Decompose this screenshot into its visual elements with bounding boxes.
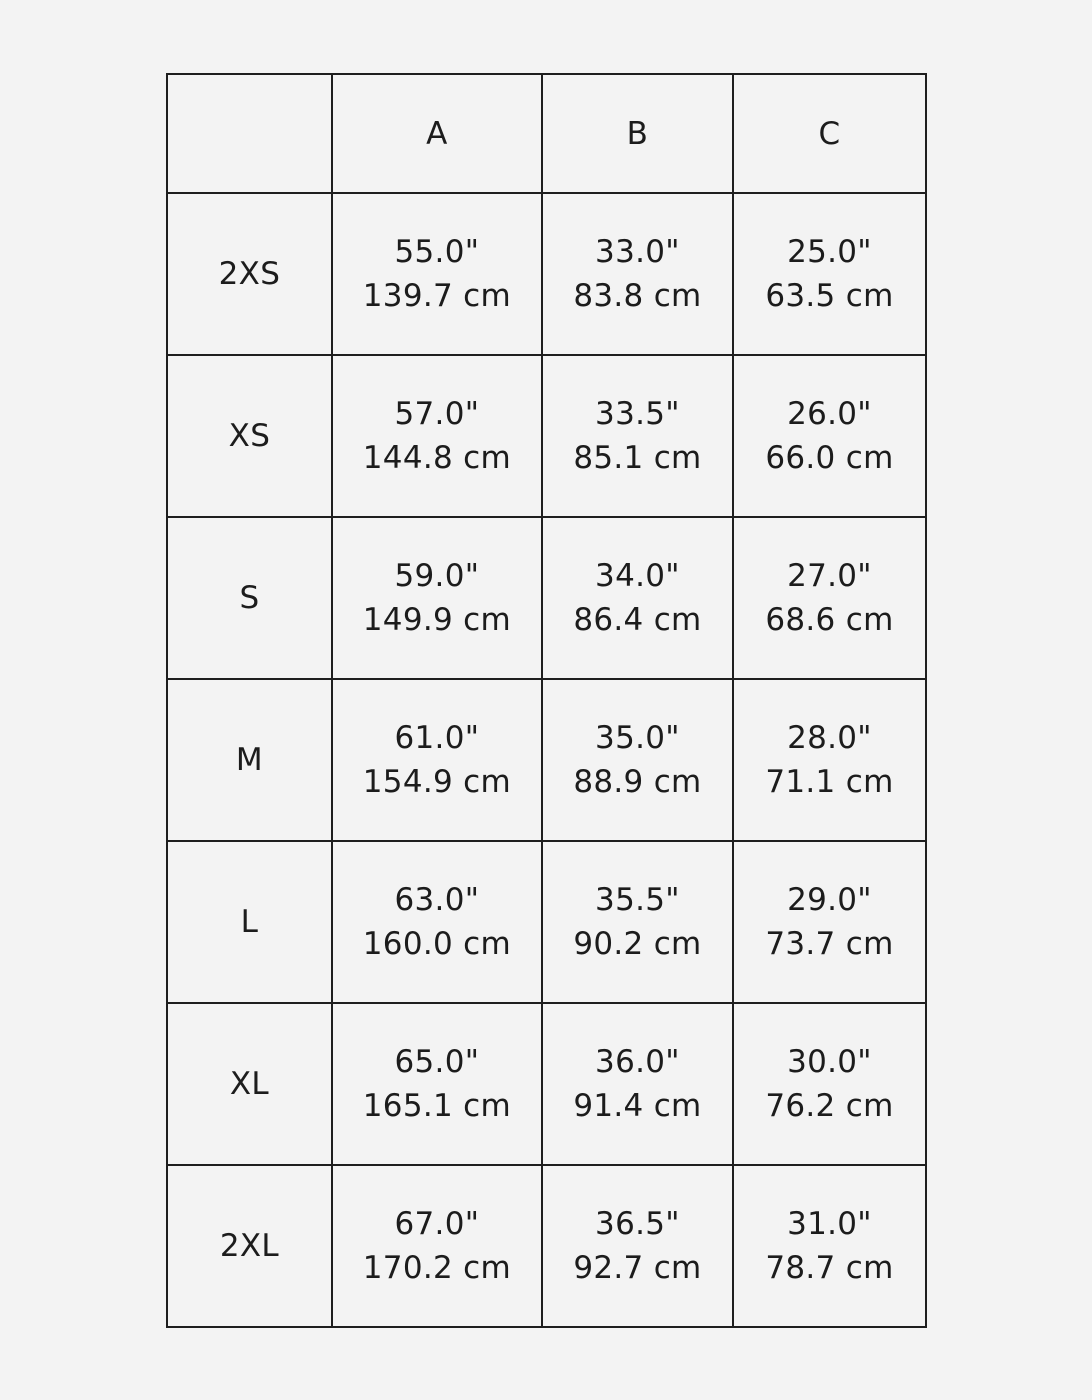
cm-value: 144.8 cm bbox=[362, 440, 512, 476]
cm-value: 85.1 cm bbox=[573, 440, 702, 476]
cm-value: 78.7 cm bbox=[765, 1250, 894, 1286]
cm-value: 73.7 cm bbox=[765, 926, 894, 962]
inch-value: 31.0" bbox=[787, 1206, 872, 1242]
cm-value: 76.2 cm bbox=[765, 1088, 894, 1124]
size-label: 2XS bbox=[167, 193, 332, 355]
inch-value: 57.0" bbox=[394, 396, 480, 432]
inch-value: 63.0" bbox=[394, 882, 480, 918]
size-label: S bbox=[167, 517, 332, 679]
cm-value: 86.4 cm bbox=[573, 602, 702, 638]
size-label: M bbox=[167, 679, 332, 841]
inch-value: 35.0" bbox=[595, 720, 680, 756]
cm-value: 149.9 cm bbox=[362, 602, 512, 638]
cm-value: 63.5 cm bbox=[765, 278, 894, 314]
measurement-cell bbox=[332, 355, 542, 517]
measurement-cell bbox=[733, 355, 926, 517]
measurement-cell bbox=[332, 1003, 542, 1165]
measurement-cell bbox=[542, 355, 733, 517]
measurement-cell bbox=[542, 1003, 733, 1165]
size-label: 2XL bbox=[167, 1165, 332, 1327]
measurement-cell bbox=[542, 1165, 733, 1327]
cm-value: 66.0 cm bbox=[765, 440, 894, 476]
table-row bbox=[167, 1003, 926, 1165]
column-header-b: B bbox=[542, 74, 733, 193]
inch-value: 28.0" bbox=[787, 720, 872, 756]
inch-value: 67.0" bbox=[394, 1206, 480, 1242]
inch-value: 61.0" bbox=[394, 720, 480, 756]
inch-value: 36.0" bbox=[595, 1044, 680, 1080]
inch-value: 34.0" bbox=[595, 558, 680, 594]
measurement-cell bbox=[542, 193, 733, 355]
inch-value: 59.0" bbox=[394, 558, 480, 594]
cm-value: 160.0 cm bbox=[362, 926, 512, 962]
measurement-cell bbox=[733, 1165, 926, 1327]
inch-value: 36.5" bbox=[595, 1206, 680, 1242]
inch-value: 65.0" bbox=[394, 1044, 480, 1080]
measurement-cell bbox=[332, 1165, 542, 1327]
inch-value: 29.0" bbox=[787, 882, 872, 918]
inch-value: 55.0" bbox=[394, 234, 480, 270]
inch-value: 25.0" bbox=[787, 234, 872, 270]
inch-value: 26.0" bbox=[787, 396, 872, 432]
measurement-cell bbox=[733, 517, 926, 679]
measurement-cell bbox=[542, 841, 733, 1003]
measurement-cell bbox=[733, 193, 926, 355]
table-row bbox=[167, 841, 926, 1003]
cm-value: 154.9 cm bbox=[362, 764, 512, 800]
cm-value: 170.2 cm bbox=[362, 1250, 512, 1286]
cm-value: 139.7 cm bbox=[362, 278, 512, 314]
size-chart-table bbox=[166, 73, 927, 1328]
measurement-cell bbox=[332, 517, 542, 679]
size-chart-body bbox=[167, 74, 926, 1327]
table-row bbox=[167, 1165, 926, 1327]
cm-value: 91.4 cm bbox=[573, 1088, 702, 1124]
cm-value: 83.8 cm bbox=[573, 278, 702, 314]
corner-cell bbox=[167, 74, 332, 193]
inch-value: 27.0" bbox=[787, 558, 872, 594]
column-header-c: C bbox=[733, 74, 926, 193]
table-row bbox=[167, 355, 926, 517]
measurement-cell bbox=[733, 841, 926, 1003]
measurement-cell bbox=[332, 679, 542, 841]
cm-value: 165.1 cm bbox=[362, 1088, 512, 1124]
inch-value: 33.0" bbox=[595, 234, 680, 270]
table-row bbox=[167, 679, 926, 841]
measurement-cell bbox=[332, 841, 542, 1003]
measurement-cell bbox=[332, 193, 542, 355]
inch-value: 35.5" bbox=[595, 882, 680, 918]
cm-value: 90.2 cm bbox=[573, 926, 702, 962]
measurement-cell bbox=[733, 1003, 926, 1165]
measurement-cell bbox=[733, 679, 926, 841]
cm-value: 88.9 cm bbox=[573, 764, 702, 800]
size-label: XL bbox=[167, 1003, 332, 1165]
table-row bbox=[167, 517, 926, 679]
cm-value: 92.7 cm bbox=[573, 1250, 702, 1286]
size-label: L bbox=[167, 841, 332, 1003]
header-row bbox=[167, 74, 926, 193]
table-row bbox=[167, 193, 926, 355]
size-label: XS bbox=[167, 355, 332, 517]
measurement-cell bbox=[542, 679, 733, 841]
inch-value: 30.0" bbox=[787, 1044, 872, 1080]
column-header-a: A bbox=[332, 74, 542, 193]
cm-value: 68.6 cm bbox=[765, 602, 894, 638]
inch-value: 33.5" bbox=[595, 396, 680, 432]
measurement-cell bbox=[542, 517, 733, 679]
cm-value: 71.1 cm bbox=[765, 764, 894, 800]
